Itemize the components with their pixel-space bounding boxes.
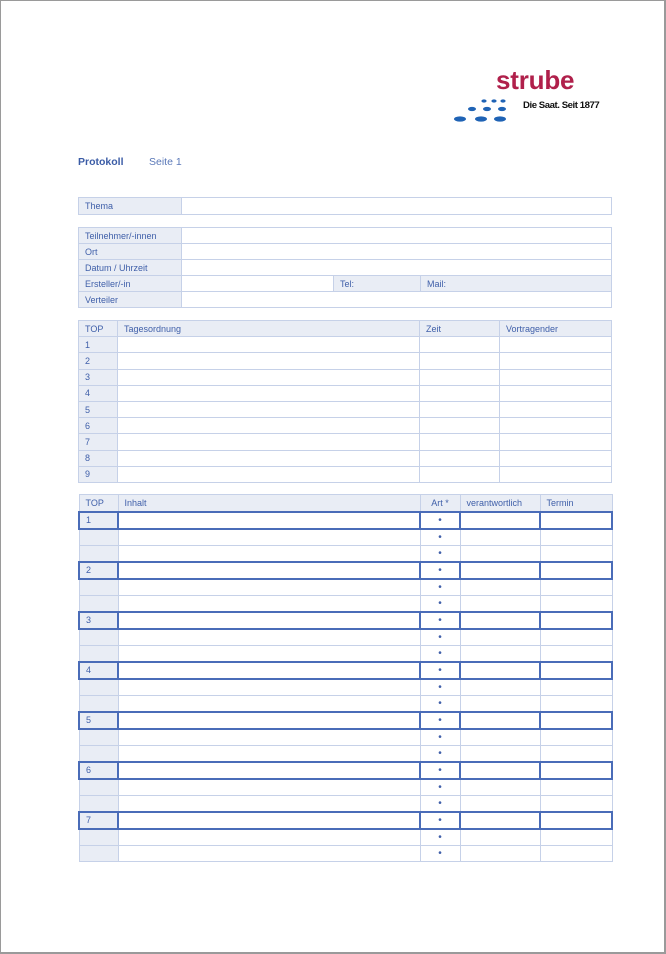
minutes-content-field[interactable]	[118, 762, 420, 779]
minutes-type-field[interactable]	[420, 712, 460, 729]
agenda-speaker-field[interactable]	[500, 385, 612, 401]
minutes-due-field[interactable]	[540, 546, 612, 562]
minutes-top-blank	[79, 846, 118, 862]
minutes-due-field[interactable]	[540, 746, 612, 762]
minutes-row	[79, 829, 612, 846]
minutes-due-field[interactable]	[540, 629, 612, 646]
mail-label[interactable]: Mail:	[421, 276, 612, 292]
distribution-label: Verteiler	[79, 292, 182, 308]
minutes-row	[79, 646, 612, 662]
agenda-row	[79, 434, 612, 450]
minutes-responsible-field[interactable]	[460, 796, 540, 812]
minutes-due-field[interactable]	[540, 779, 612, 796]
minutes-type-field[interactable]	[420, 796, 460, 812]
agenda-top-number: 9	[79, 466, 118, 482]
minutes-top-blank	[79, 679, 118, 696]
bullet-icon: •	[438, 747, 442, 759]
minutes-type-field[interactable]	[420, 512, 460, 529]
bullet-icon: •	[438, 781, 442, 793]
minutes-type-field[interactable]	[420, 846, 460, 862]
agenda-rows	[79, 337, 612, 483]
agenda-item-field[interactable]	[118, 418, 420, 434]
minutes-type-field[interactable]	[420, 762, 460, 779]
bullet-icon: •	[438, 814, 442, 826]
agenda-speaker-field[interactable]	[500, 353, 612, 369]
minutes-type-field[interactable]	[420, 829, 460, 846]
agenda-row	[79, 466, 612, 482]
minutes-responsible-field[interactable]	[460, 629, 540, 646]
minutes-header-content: Inhalt	[118, 495, 420, 512]
phone-label[interactable]: Tel:	[334, 276, 421, 292]
agenda-time-field[interactable]	[420, 353, 500, 369]
agenda-item-field[interactable]	[118, 401, 420, 417]
minutes-content-field[interactable]	[118, 779, 420, 796]
distribution-field[interactable]	[182, 292, 612, 308]
agenda-speaker-field[interactable]	[500, 369, 612, 385]
minutes-content-field[interactable]	[118, 712, 420, 729]
minutes-top-number: 6	[79, 762, 118, 779]
minutes-responsible-field[interactable]	[460, 662, 540, 679]
minutes-top-number: 2	[79, 562, 118, 579]
minutes-content-field[interactable]	[118, 612, 420, 629]
agenda-time-field[interactable]	[420, 466, 500, 482]
datetime-row	[79, 260, 612, 276]
bullet-icon: •	[438, 531, 442, 543]
minutes-content-field[interactable]	[118, 546, 420, 562]
bullet-icon: •	[438, 697, 442, 709]
logo-tagline: Die Saat. Seit 1877	[523, 100, 600, 111]
bullet-icon: •	[438, 614, 442, 626]
seed-dots-icon	[449, 94, 519, 124]
minutes-responsible-field[interactable]	[460, 596, 540, 612]
agenda-header-row	[79, 321, 612, 337]
meeting-info-table	[78, 227, 612, 308]
minutes-content-field[interactable]	[118, 696, 420, 712]
location-label: Ort	[79, 244, 182, 260]
agenda-top-number: 2	[79, 353, 118, 369]
minutes-responsible-field[interactable]	[460, 579, 540, 596]
agenda-header-item: Tagesordnung	[118, 321, 420, 337]
participants-label: Teilnehmer/-innen	[79, 228, 182, 244]
minutes-top-blank	[79, 746, 118, 762]
agenda-item-field[interactable]	[118, 434, 420, 450]
minutes-responsible-field[interactable]	[460, 829, 540, 846]
minutes-top-blank	[79, 796, 118, 812]
minutes-type-field[interactable]	[420, 529, 460, 546]
minutes-top-row	[79, 562, 612, 579]
minutes-due-field[interactable]	[540, 762, 612, 779]
document-title: Protokoll	[78, 156, 124, 168]
minutes-row	[79, 579, 612, 596]
minutes-type-field[interactable]	[420, 679, 460, 696]
minutes-responsible-field[interactable]	[460, 729, 540, 746]
agenda-item-field[interactable]	[118, 450, 420, 466]
minutes-responsible-field[interactable]	[460, 779, 540, 796]
agenda-table	[78, 320, 612, 483]
minutes-type-field[interactable]	[420, 562, 460, 579]
minutes-row	[79, 529, 612, 546]
minutes-top-blank	[79, 829, 118, 846]
minutes-row	[79, 846, 612, 862]
agenda-item-field[interactable]	[118, 369, 420, 385]
minutes-content-field[interactable]	[118, 729, 420, 746]
minutes-top-number: 7	[79, 812, 118, 829]
minutes-top-row	[79, 762, 612, 779]
minutes-responsible-field[interactable]	[460, 512, 540, 529]
bullet-icon: •	[438, 597, 442, 609]
bullet-icon: •	[438, 848, 442, 859]
minutes-table	[78, 494, 613, 862]
minutes-content-field[interactable]	[118, 829, 420, 846]
minutes-top-blank	[79, 629, 118, 646]
minutes-type-field[interactable]	[420, 746, 460, 762]
minutes-header-row	[79, 495, 612, 512]
minutes-responsible-field[interactable]	[460, 696, 540, 712]
minutes-top-row	[79, 662, 612, 679]
minutes-due-field[interactable]	[540, 696, 612, 712]
author-field[interactable]	[182, 276, 334, 292]
minutes-type-field[interactable]	[420, 779, 460, 796]
minutes-type-field[interactable]	[420, 729, 460, 746]
minutes-due-field[interactable]	[540, 729, 612, 746]
bullet-icon: •	[438, 547, 442, 559]
minutes-due-field[interactable]	[540, 596, 612, 612]
datetime-label: Datum / Uhrzeit	[79, 260, 182, 276]
location-row	[79, 244, 612, 260]
agenda-top-number: 1	[79, 337, 118, 353]
bullet-icon: •	[438, 831, 442, 843]
minutes-responsible-field[interactable]	[460, 646, 540, 662]
agenda-top-number: 5	[79, 401, 118, 417]
minutes-header-type: Art *	[420, 495, 460, 512]
datetime-field[interactable]	[182, 260, 612, 276]
agenda-time-field[interactable]	[420, 385, 500, 401]
minutes-due-field[interactable]	[540, 579, 612, 596]
minutes-responsible-field[interactable]	[460, 812, 540, 829]
agenda-speaker-field[interactable]	[500, 337, 612, 353]
minutes-content-field[interactable]	[118, 646, 420, 662]
minutes-due-field[interactable]	[540, 662, 612, 679]
minutes-due-field[interactable]	[540, 529, 612, 546]
minutes-row	[79, 729, 612, 746]
agenda-time-field[interactable]	[420, 337, 500, 353]
minutes-top-row	[79, 612, 612, 629]
location-field[interactable]	[182, 244, 612, 260]
topic-label: Thema	[79, 198, 182, 215]
logo-brand-name: strube	[496, 65, 575, 95]
participants-field[interactable]	[182, 228, 612, 244]
bullet-icon: •	[438, 564, 442, 576]
agenda-speaker-field[interactable]	[500, 401, 612, 417]
agenda-time-field[interactable]	[420, 434, 500, 450]
minutes-content-field[interactable]	[118, 629, 420, 646]
minutes-top-number: 5	[79, 712, 118, 729]
agenda-time-field[interactable]	[420, 401, 500, 417]
bullet-icon: •	[438, 681, 442, 693]
minutes-responsible-field[interactable]	[460, 712, 540, 729]
minutes-content-field[interactable]	[118, 512, 420, 529]
minutes-due-field[interactable]	[540, 796, 612, 812]
bullet-icon: •	[438, 631, 442, 643]
minutes-top-blank	[79, 729, 118, 746]
minutes-responsible-field[interactable]	[460, 562, 540, 579]
agenda-row	[79, 418, 612, 434]
agenda-item-field[interactable]	[118, 466, 420, 482]
minutes-due-field[interactable]	[540, 829, 612, 846]
minutes-top-blank	[79, 579, 118, 596]
agenda-row	[79, 385, 612, 401]
agenda-top-number: 8	[79, 450, 118, 466]
minutes-responsible-field[interactable]	[460, 746, 540, 762]
agenda-speaker-field[interactable]	[500, 434, 612, 450]
minutes-responsible-field[interactable]	[460, 679, 540, 696]
page-number: Seite 1	[149, 156, 182, 168]
agenda-item-field[interactable]	[118, 385, 420, 401]
minutes-content-field[interactable]	[118, 562, 420, 579]
minutes-content-field[interactable]	[118, 812, 420, 829]
minutes-row	[79, 696, 612, 712]
distribution-row	[79, 292, 612, 308]
minutes-type-field[interactable]	[420, 662, 460, 679]
agenda-row	[79, 337, 612, 353]
bullet-icon: •	[438, 514, 442, 526]
minutes-due-field[interactable]	[540, 646, 612, 662]
minutes-top-row	[79, 812, 612, 829]
minutes-top-blank	[79, 779, 118, 796]
minutes-type-field[interactable]	[420, 646, 460, 662]
minutes-type-field[interactable]	[420, 812, 460, 829]
minutes-content-field[interactable]	[118, 679, 420, 696]
agenda-header-time: Zeit	[420, 321, 500, 337]
minutes-top-number: 1	[79, 512, 118, 529]
bullet-icon: •	[438, 664, 442, 676]
minutes-due-field[interactable]	[540, 812, 612, 829]
minutes-top-row	[79, 712, 612, 729]
minutes-type-field[interactable]	[420, 696, 460, 712]
agenda-row	[79, 353, 612, 369]
agenda-item-field[interactable]	[118, 337, 420, 353]
minutes-responsible-field[interactable]	[460, 846, 540, 862]
minutes-due-field[interactable]	[540, 679, 612, 696]
agenda-speaker-field[interactable]	[500, 418, 612, 434]
agenda-header-speaker: Vortragender	[500, 321, 612, 337]
participants-row	[79, 228, 612, 244]
minutes-top-blank	[79, 596, 118, 612]
minutes-top-blank	[79, 529, 118, 546]
minutes-row	[79, 779, 612, 796]
minutes-top-row	[79, 512, 612, 529]
minutes-top-blank	[79, 546, 118, 562]
minutes-due-field[interactable]	[540, 846, 612, 862]
topic-row	[79, 198, 612, 215]
minutes-row	[79, 679, 612, 696]
bullet-icon: •	[438, 714, 442, 726]
minutes-type-field[interactable]	[420, 629, 460, 646]
minutes-row	[79, 746, 612, 762]
agenda-row	[79, 401, 612, 417]
agenda-top-number: 4	[79, 385, 118, 401]
minutes-content-field[interactable]	[118, 796, 420, 812]
agenda-time-field[interactable]	[420, 369, 500, 385]
minutes-header-top: TOP	[79, 495, 118, 512]
minutes-top-blank	[79, 646, 118, 662]
minutes-top-blank	[79, 696, 118, 712]
agenda-row	[79, 450, 612, 466]
agenda-top-number: 3	[79, 369, 118, 385]
minutes-header-responsible: verantwortlich	[460, 495, 540, 512]
bullet-icon: •	[438, 731, 442, 743]
agenda-speaker-field[interactable]	[500, 450, 612, 466]
topic-field[interactable]	[182, 198, 612, 215]
minutes-header-due: Termin	[540, 495, 612, 512]
minutes-row	[79, 796, 612, 812]
minutes-responsible-field[interactable]	[460, 529, 540, 546]
bullet-icon: •	[438, 581, 442, 593]
bullet-icon: •	[438, 764, 442, 776]
agenda-speaker-field[interactable]	[500, 466, 612, 482]
agenda-header-top: TOP	[79, 321, 118, 337]
author-label: Ersteller/-in	[79, 276, 182, 292]
minutes-content-field[interactable]	[118, 846, 420, 862]
minutes-due-field[interactable]	[540, 512, 612, 529]
minutes-content-field[interactable]	[118, 529, 420, 546]
minutes-top-number: 3	[79, 612, 118, 629]
agenda-top-number: 7	[79, 434, 118, 450]
minutes-type-field[interactable]	[420, 579, 460, 596]
bullet-icon: •	[438, 797, 442, 809]
minutes-content-field[interactable]	[118, 746, 420, 762]
minutes-responsible-field[interactable]	[460, 546, 540, 562]
minutes-content-field[interactable]	[118, 579, 420, 596]
minutes-due-field[interactable]	[540, 612, 612, 629]
minutes-responsible-field[interactable]	[460, 762, 540, 779]
minutes-content-field[interactable]	[118, 662, 420, 679]
minutes-content-field[interactable]	[118, 596, 420, 612]
agenda-top-number: 6	[79, 418, 118, 434]
minutes-row	[79, 546, 612, 562]
author-row	[79, 276, 612, 292]
agenda-time-field[interactable]	[420, 418, 500, 434]
minutes-type-field[interactable]	[420, 612, 460, 629]
minutes-rows	[79, 512, 612, 862]
minutes-type-field[interactable]	[420, 596, 460, 612]
minutes-top-number: 4	[79, 662, 118, 679]
minutes-row	[79, 596, 612, 612]
agenda-item-field[interactable]	[118, 353, 420, 369]
minutes-due-field[interactable]	[540, 712, 612, 729]
topic-table	[78, 197, 612, 215]
minutes-responsible-field[interactable]	[460, 612, 540, 629]
bullet-icon: •	[438, 647, 442, 659]
agenda-time-field[interactable]	[420, 450, 500, 466]
agenda-row	[79, 369, 612, 385]
minutes-row	[79, 629, 612, 646]
minutes-due-field[interactable]	[540, 562, 612, 579]
minutes-type-field[interactable]	[420, 546, 460, 562]
